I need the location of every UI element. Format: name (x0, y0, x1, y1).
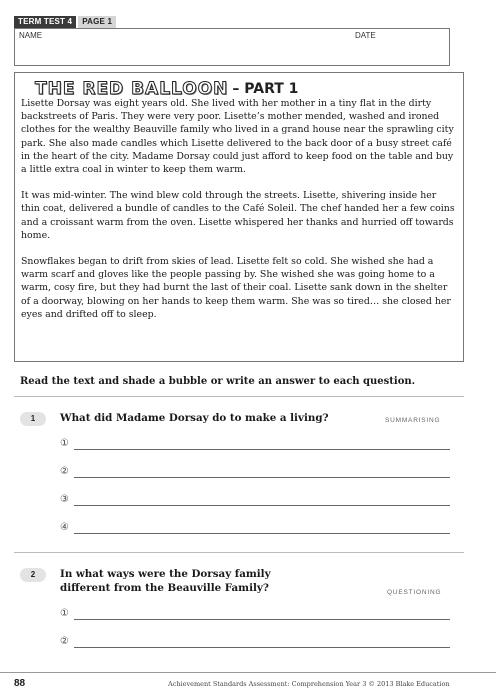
bubble-2-icon[interactable]: ② (60, 636, 69, 647)
name-date-box[interactable] (14, 28, 450, 66)
answer-rule (74, 647, 450, 648)
answer-line[interactable] (60, 466, 450, 478)
bubble-2-icon[interactable]: ② (60, 466, 69, 477)
question-1-skill: SUMMARISING (385, 417, 441, 424)
page-tab: PAGE 1 (78, 16, 116, 28)
instructions: Read the text and shade a bubble or write an answer to each question. (20, 376, 416, 387)
story-paragraph: Snowflakes began to drift from skies of lead. Lisette felt so cold. She wished she had a warm scarf and gloves like the people passing by. She wished she was going home to a warm, cosy fire, but they had burnt the last of their coal. Lisette sank down in the shelter of a doorway, blowing on her hands to keep them warm. She was so tired… she closed her eyes and drifted off to sleep. (21, 256, 451, 320)
story-title-row (35, 79, 298, 99)
divider (14, 552, 464, 553)
header-tabs (14, 16, 116, 28)
answer-line[interactable] (60, 494, 450, 506)
answer-rule (74, 477, 450, 478)
footer-divider (0, 672, 496, 673)
story-text (21, 97, 457, 334)
story-box (14, 72, 464, 362)
answer-rule (74, 505, 450, 506)
term-test-tab: TERM TEST 4 (14, 16, 76, 28)
answer-line[interactable] (60, 522, 450, 534)
bubble-4-icon[interactable]: ④ (60, 522, 69, 533)
answer-rule (74, 533, 450, 534)
story-paragraph: Lisette Dorsay was eight years old. She lived with her mother in a tiny flat in the dirty backstreets of Paris. They were very poor. Lisette’s mother mended, washed and ironed clothes for the wealthy Beauville family who lived in a grand house near the sprawling city park. She also made candles which Lisette delivered to the back door of a busy street café in the heart of the city. Madame Dorsay could just afford to keep food on the table and buy a little extra coal in winter to keep them warm. (21, 98, 454, 176)
answer-rule (74, 619, 450, 620)
question-1-number: 1 (20, 412, 46, 426)
answer-rule (74, 449, 450, 450)
bubble-3-icon[interactable]: ③ (60, 494, 69, 505)
question-2-text: In what ways were the Dorsay family different from the Beauville Family? (60, 568, 271, 594)
date-label: DATE (355, 31, 376, 40)
name-label: NAME (19, 31, 43, 40)
answer-line[interactable] (60, 438, 450, 450)
copyright: Achievement Standards Assessment: Comprehension Year 3 © 2013 Blake Education (168, 680, 450, 688)
story-title: THE RED BALLOON (35, 79, 229, 99)
question-2-skill: QUESTIONING (387, 589, 442, 596)
story-part: – PART 1 (232, 81, 299, 97)
story-paragraph: It was mid-winter. The wind blew cold through the streets. Lisette, shivering inside her thin coat, delivered a bundle of candles to the Café Soleil. The chef handed her a few coins and a croissant warm from the oven. Lisette whispered her thanks and hurried off towards home. (21, 190, 455, 241)
question-2-number: 2 (20, 568, 46, 582)
answer-line[interactable] (60, 608, 450, 620)
question-1-text: What did Madame Dorsay do to make a living? (60, 412, 329, 424)
page-number: 88 (14, 678, 26, 689)
bubble-1-icon[interactable]: ① (60, 608, 69, 619)
divider (14, 396, 464, 397)
answer-line[interactable] (60, 636, 450, 648)
bubble-1-icon[interactable]: ① (60, 438, 69, 449)
